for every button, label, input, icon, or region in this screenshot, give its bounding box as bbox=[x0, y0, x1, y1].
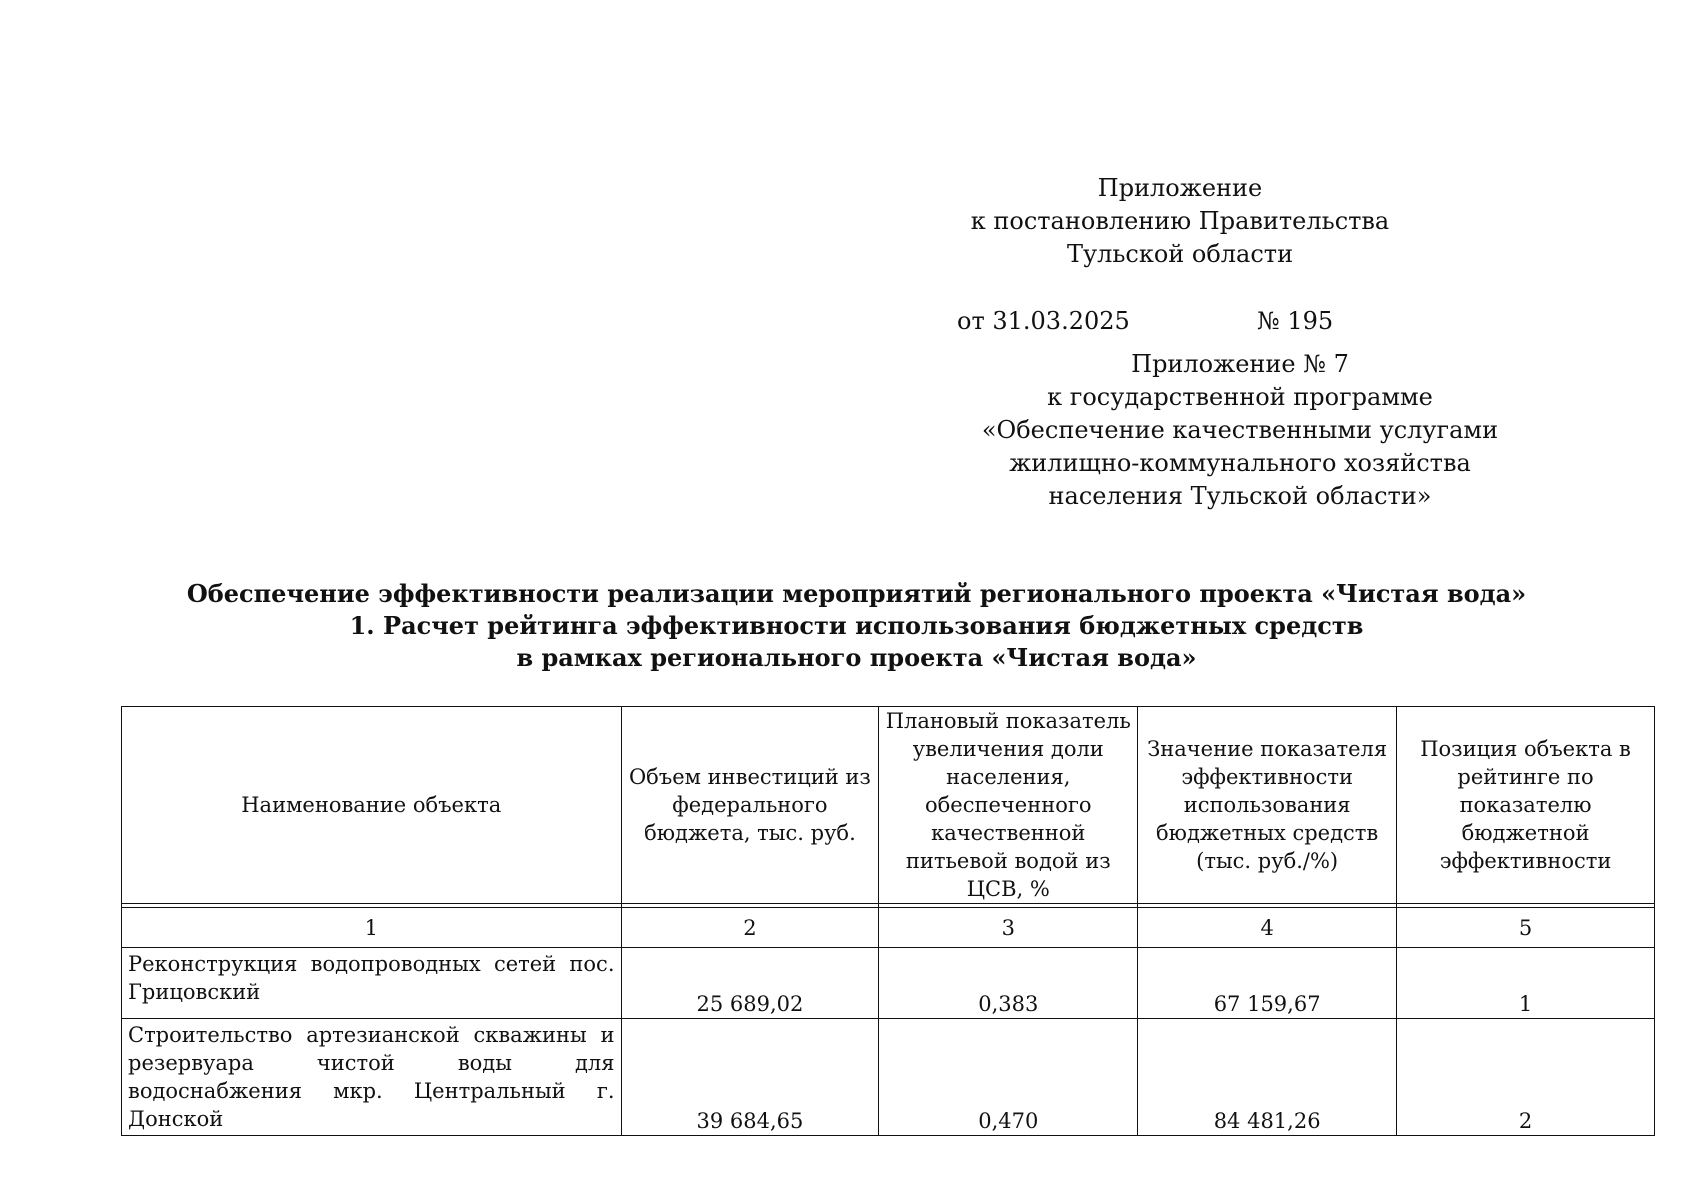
document-titles bbox=[120, 578, 1593, 674]
object-name: Строительство артезианской скважины и резервуара чистой воды для водоснабжения мкр. Центральный г. Донской bbox=[122, 1019, 622, 1136]
appendix-region: Тульской области bbox=[1066, 240, 1294, 268]
column-number: 1 bbox=[122, 908, 622, 948]
appendix-decree-ref: к постановлению Правительства bbox=[970, 207, 1390, 235]
efficiency-value: 67 159,67 bbox=[1138, 948, 1397, 1019]
column-number: 2 bbox=[621, 908, 879, 948]
table-row bbox=[122, 1019, 1655, 1136]
rating-position: 1 bbox=[1397, 948, 1655, 1019]
appendix-7-program-name-1: «Обеспечение качественными услугами bbox=[981, 416, 1499, 444]
column-number: 3 bbox=[879, 908, 1138, 948]
appendix-7-program-name-2: жилищно-коммунального хозяйства bbox=[1009, 449, 1471, 477]
decree-number: № 195 bbox=[1257, 307, 1334, 335]
column-number: 4 bbox=[1138, 908, 1397, 948]
rating-table bbox=[121, 706, 1655, 1136]
appendix-label: Приложение bbox=[1097, 174, 1263, 202]
investment-value: 25 689,02 bbox=[621, 948, 879, 1019]
planned-value: 0,383 bbox=[879, 948, 1138, 1019]
column-number: 5 bbox=[1397, 908, 1655, 948]
object-name: Реконструкция водопроводных сетей пос. Грицовский bbox=[122, 948, 622, 1019]
appendix-7-label: Приложение № 7 bbox=[1131, 350, 1349, 378]
appendix-7-program-name-3: населения Тульской области» bbox=[1048, 482, 1432, 510]
table-header-row bbox=[122, 707, 1655, 904]
efficiency-value: 84 481,26 bbox=[1138, 1019, 1397, 1136]
header-object-name: Наименование объекта bbox=[122, 707, 622, 904]
main-title: Обеспечение эффективности реализации мероприятий регионального проекта «Чистая вода» bbox=[186, 579, 1527, 608]
appendix-header bbox=[930, 172, 1430, 271]
table-row bbox=[122, 948, 1655, 1019]
column-number-row bbox=[122, 908, 1655, 948]
appendix-7-program-ref: к государственной программе bbox=[1047, 383, 1433, 411]
header-rating-position: Позиция объекта в рейтинге по показателю бюджетной эффективности bbox=[1397, 707, 1655, 904]
section-title-cont: в рамках регионального проекта «Чистая вода» bbox=[516, 643, 1197, 672]
header-efficiency-value: Значение показателя эффективности использования бюджетных средств (тыс. руб./%) bbox=[1138, 707, 1397, 904]
header-planned-indicator: Плановый показатель увеличения доли населения, обеспеченного качественной питьевой водой из ЦСВ, % bbox=[879, 707, 1138, 904]
appendix-7-header bbox=[940, 348, 1540, 513]
section-title: 1. Расчет рейтинга эффективности использования бюджетных средств bbox=[349, 611, 1364, 640]
decree-date: от 31.03.2025 bbox=[957, 307, 1130, 335]
decree-date-number bbox=[957, 305, 1357, 338]
planned-value: 0,470 bbox=[879, 1019, 1138, 1136]
rating-position: 2 bbox=[1397, 1019, 1655, 1136]
investment-value: 39 684,65 bbox=[621, 1019, 879, 1136]
header-investment: Объем инвестиций из федерального бюджета, тыс. руб. bbox=[621, 707, 879, 904]
